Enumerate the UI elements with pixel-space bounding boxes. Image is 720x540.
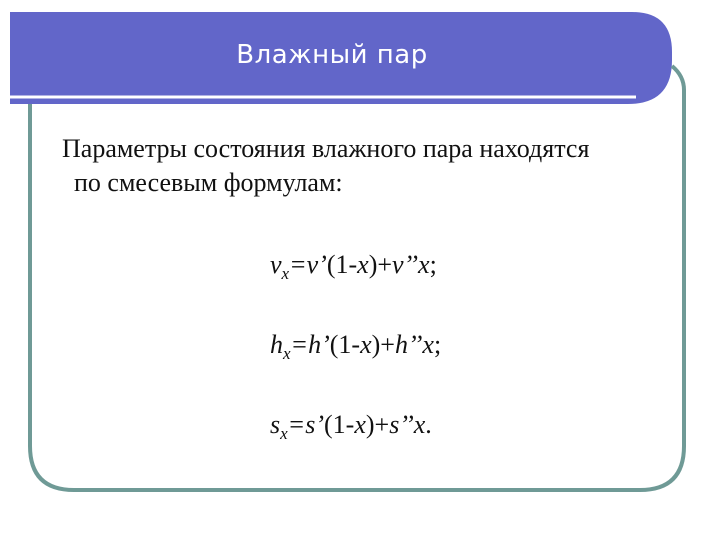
formula-term: x — [360, 330, 372, 359]
formula-subscript: x — [280, 424, 288, 443]
formula-paren: (1- — [326, 250, 358, 279]
intro-text — [62, 132, 672, 200]
formula-paren: (1- — [324, 410, 355, 439]
formula-term: x — [354, 410, 366, 439]
formula-term: v’’x — [392, 250, 430, 279]
formula-term: h’’x — [394, 330, 434, 359]
formula-term: =v’ — [289, 250, 327, 279]
formula-end: ; — [433, 330, 442, 359]
formula-paren: )+ — [365, 410, 390, 439]
intro-line-1: Параметры состояния влажного пара находятся — [62, 134, 590, 163]
formula-end: . — [425, 410, 432, 439]
formula-lhs: s — [270, 410, 281, 439]
formula-subscript: x — [281, 264, 290, 283]
slide-title: Влажный пар — [236, 40, 428, 70]
formula-term: =h’ — [290, 330, 330, 359]
formula-term: s’’x — [389, 410, 426, 439]
formula-lhs: h — [270, 330, 283, 359]
formula-end: ; — [429, 250, 437, 279]
formula-lhs: v — [270, 250, 282, 279]
formula-entropy — [270, 410, 432, 444]
formula-subscript: x — [283, 344, 291, 363]
formula-paren: )+ — [368, 250, 393, 279]
intro-line-2: по смесевым формулам: — [74, 168, 343, 197]
formula-enthalpy — [270, 330, 441, 364]
formula-term: x — [357, 250, 369, 279]
formula-paren: )+ — [371, 330, 395, 359]
formula-volume — [270, 250, 437, 284]
formula-paren: (1- — [329, 330, 361, 359]
formula-term: =s’ — [287, 410, 324, 439]
